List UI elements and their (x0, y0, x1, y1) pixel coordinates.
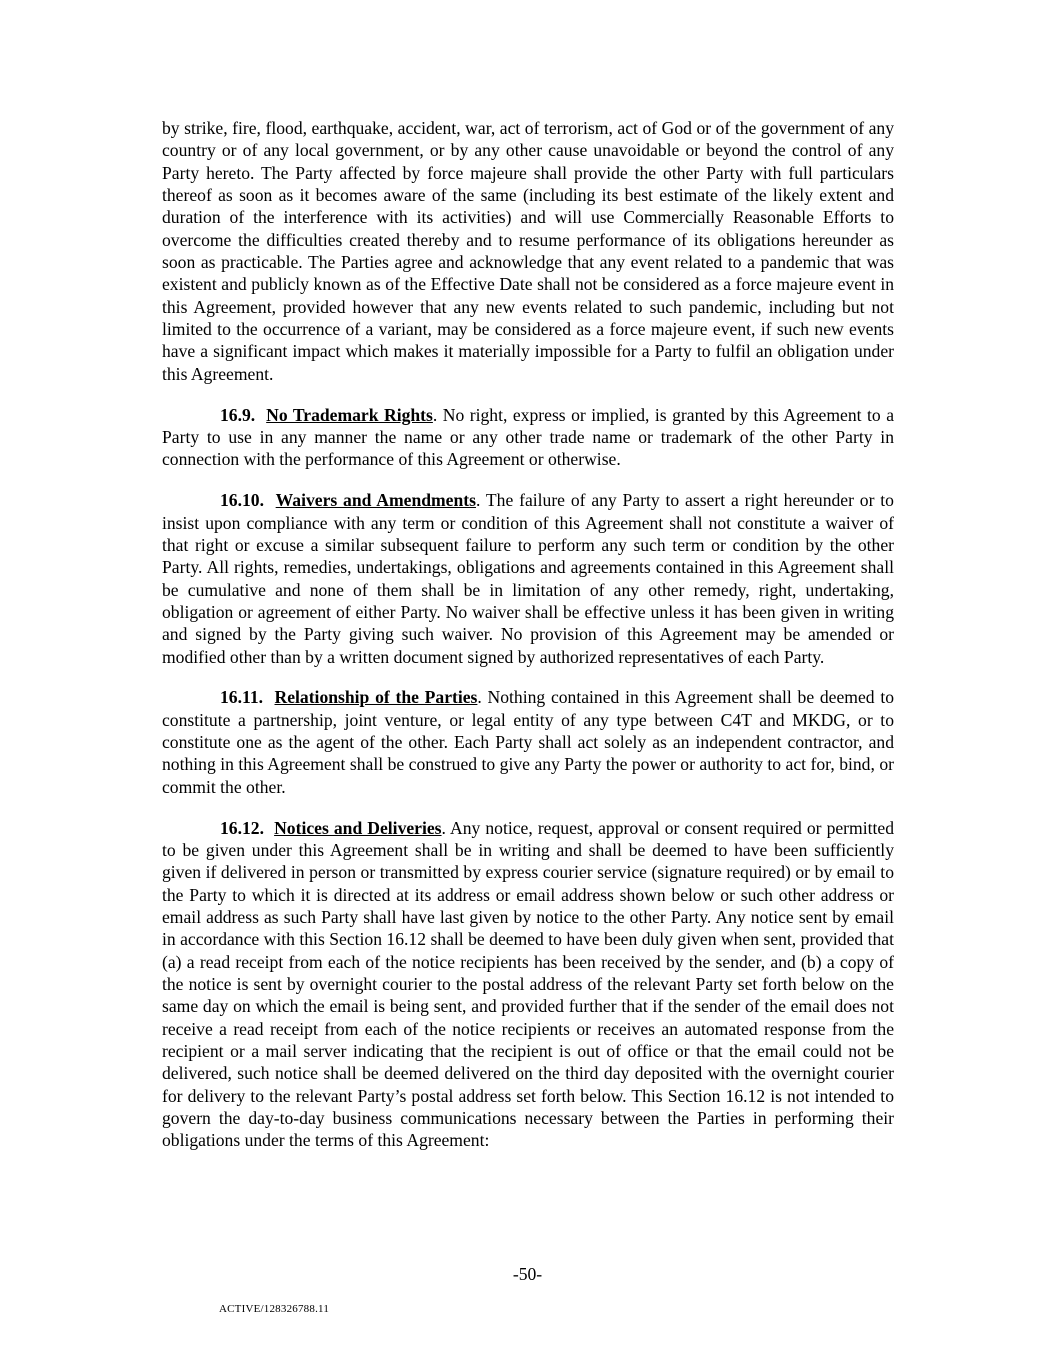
document-body (162, 117, 894, 1170)
section-body: . Nothing contained in this Agreement shall be deemed to constitute a partnership, joint venture, or legal entity of any type between C4T and MKDG, or to constitute one as the agent of the other. Each Party shall act solely as an independent contractor, and nothing in this Agreement shall be construed to give any Party the power or authority to act for, bind, or commit the other. (162, 687, 895, 797)
section-body: . No right, express or implied, is granted by this Agreement to a Party to use in any manner the name or any other trade name or trademark of the other Party in connection with the performance of this Agreement or otherwise. (162, 404, 894, 470)
force-majeure-continuation: by strike, fire, flood, earthquake, accident, war, act of terrorism, act of God or of the government of any country or of any local government, or by any other cause unavoidable or beyond the control of any Party hereto. The Party affected by force majeure shall provide the other Party with full particulars thereof as soon as it becomes aware of the same (including its best estimate of the likely extent and duration of the interference with its activities) and will use Commercially Reasonable Efforts to overcome the difficulties created thereby and to resume performance of its obligations hereunder as soon as practicable. The Parties agree and acknowledge that any event related to a pandemic that was existent and publicly known as of the Effective Date shall not be considered as a force majeure event in this Agreement, provided however that any new events related to such pandemic, including but not limited to the occurrence of a variant, may be considered as a force majeure event, if such new events have a significant impact which makes it materially impossible for a Party to fulfil an obligation under this Agreement. (162, 118, 894, 384)
page-number: -50- (512, 1264, 543, 1284)
section-number: 16.11. (220, 687, 264, 708)
section-number: 16.9. (220, 404, 256, 425)
section-body: . Any notice, request, approval or consent required or permitted to be given under this Agreement shall be in writing and shall be deemed to have been sufficiently given if delivered in person or transmitted by express courier service (signature required) or by email to the Party to which it is directed at its address or email address shown below or such other address or email address as such Party shall have last given by notice to the other Party. Any notice sent by email in accordance with this Section 16.12 shall be deemed to have been duly given when sent, provided that (a) a read receipt from each of the notice recipients has been received by the sender, and (b) a copy of the notice is sent by overnight courier to the postal address of the relevant Party set forth below on the same day on which the email is being sent, and provided further that if the sender of the email does not receive a read receipt from each of the notice recipients or receives an automated response from the recipient or a mail server indicating that the recipient is out of office or that the email could not be delivered, such notice shall be deemed delivered on the third day deposited with the overnight courier for delivery to the relevant Party’s postal address set forth below. This Section 16.12 is not intended to govern the day-to-day business communications necessary between the Parties in performing their obligations under the terms of this Agreement: (162, 817, 894, 1151)
section-16-12 (162, 817, 894, 1152)
section-16-9 (162, 404, 894, 471)
section-body: . The failure of any Party to assert a right hereunder or to insist upon compliance with any term or condition of this Agreement shall not constitute a waiver of that right or excuse a similar subsequent failure to perform any such term or condition by the other Party. All rights, remedies, undertakings, obligations and agreements contained in this Agreement shall be cumulative and none of them shall be in limitation of any other remedy, right, undertaking, obligation or agreement of either Party. No waiver shall be effective unless it has been given in writing and signed by the Party giving such waiver. No provision of this Agreement may be amended or modified other than by a written document signed by authorized representatives of each Party. (162, 490, 894, 667)
document-id: ACTIVE/128326788.11 (219, 1303, 330, 1315)
section-16-10 (162, 489, 894, 668)
section-number: 16.12. (220, 817, 264, 838)
section-heading: Notices and Deliveries (274, 817, 442, 838)
section-heading: Waivers and Amendments (275, 490, 476, 511)
section-heading: Relationship of the Parties (274, 687, 478, 708)
section-16-11 (162, 686, 894, 798)
section-heading: No Trademark Rights (266, 404, 433, 425)
section-number: 16.10. (220, 490, 264, 511)
